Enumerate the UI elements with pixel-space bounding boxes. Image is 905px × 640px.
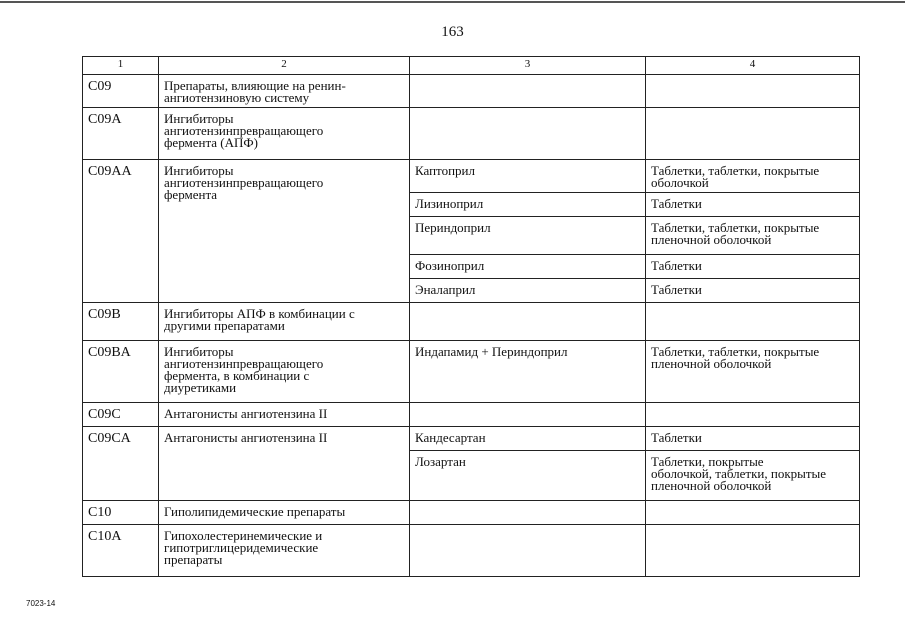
table-row — [83, 525, 860, 577]
dosage-form: Таблетки — [646, 279, 860, 303]
table-body — [83, 57, 860, 577]
drug-name: Лозартан — [410, 451, 646, 501]
footer-code: 7023-14 — [26, 599, 56, 608]
column-header-4: 4 — [646, 57, 860, 75]
dosage-form-empty — [646, 525, 860, 577]
table-row — [83, 160, 860, 193]
dosage-form: Таблетки — [646, 193, 860, 217]
drug-name-empty — [410, 501, 646, 525]
column-header-3: 3 — [410, 57, 646, 75]
page-number: 163 — [441, 24, 464, 40]
dosage-form-empty — [646, 108, 860, 160]
table-header-row — [83, 57, 860, 75]
drug-name-empty — [410, 403, 646, 427]
dosage-form: Таблетки — [646, 255, 860, 279]
table-row — [83, 427, 860, 451]
table-row — [83, 108, 860, 160]
dosage-form: Таблетки, таблетки, покрытые пленочной оболочкой — [646, 217, 860, 255]
dosage-form-empty — [646, 303, 860, 341]
atc-code: C09BA — [83, 341, 159, 403]
column-header-1: 1 — [83, 57, 159, 75]
group-name: Препараты, влияющие на ренин- ангиотензиновую систему — [159, 75, 410, 108]
table-row — [83, 501, 860, 525]
drug-name-empty — [410, 108, 646, 160]
table-row — [83, 75, 860, 108]
drug-name: Периндоприл — [410, 217, 646, 255]
dosage-form: Таблетки, таблетки, покрытые оболочкой — [646, 160, 860, 193]
drug-name: Каптоприл — [410, 160, 646, 193]
atc-code: C09 — [83, 75, 159, 108]
group-name: Ингибиторы ангиотензинпревращающего фермента — [159, 160, 410, 303]
dosage-form-empty — [646, 403, 860, 427]
atc-code: C09AA — [83, 160, 159, 303]
group-name: Гипохолестеринемические и гипотриглицеридемические препараты — [159, 525, 410, 577]
drug-name: Кандесартан — [410, 427, 646, 451]
drug-name-empty — [410, 303, 646, 341]
drug-name: Эналаприл — [410, 279, 646, 303]
group-name: Ингибиторы АПФ в комбинации с другими препаратами — [159, 303, 410, 341]
column-header-2: 2 — [159, 57, 410, 75]
dosage-form-empty — [646, 75, 860, 108]
table-row — [83, 341, 860, 403]
dosage-form-empty — [646, 501, 860, 525]
group-name: Гиполипидемические препараты — [159, 501, 410, 525]
group-name: Ингибиторы ангиотензинпревращающего фермента, в комбинации с диуретиками — [159, 341, 410, 403]
atc-code: C09A — [83, 108, 159, 160]
group-name: Антагонисты ангиотензина II — [159, 403, 410, 427]
dosage-form: Таблетки — [646, 427, 860, 451]
group-name: Антагонисты ангиотензина II — [159, 427, 410, 501]
dosage-form: Таблетки, покрытые оболочкой, таблетки, покрытые пленочной оболочкой — [646, 451, 860, 501]
drug-name: Фозиноприл — [410, 255, 646, 279]
drug-name-empty — [410, 75, 646, 108]
top-rule — [0, 1, 905, 3]
group-name: Ингибиторы ангиотензинпревращающего фермента (АПФ) — [159, 108, 410, 160]
atc-code: C09CA — [83, 427, 159, 501]
drug-name: Лизиноприл — [410, 193, 646, 217]
atc-code: C10A — [83, 525, 159, 577]
table-row — [83, 303, 860, 341]
atc-code: C09C — [83, 403, 159, 427]
table-row — [83, 403, 860, 427]
drug-name-empty — [410, 525, 646, 577]
dosage-form: Таблетки, таблетки, покрытые пленочной оболочкой — [646, 341, 860, 403]
atc-code: C09B — [83, 303, 159, 341]
drug-classification-table — [82, 56, 860, 577]
drug-name: Индапамид + Периндоприл — [410, 341, 646, 403]
atc-code: C10 — [83, 501, 159, 525]
